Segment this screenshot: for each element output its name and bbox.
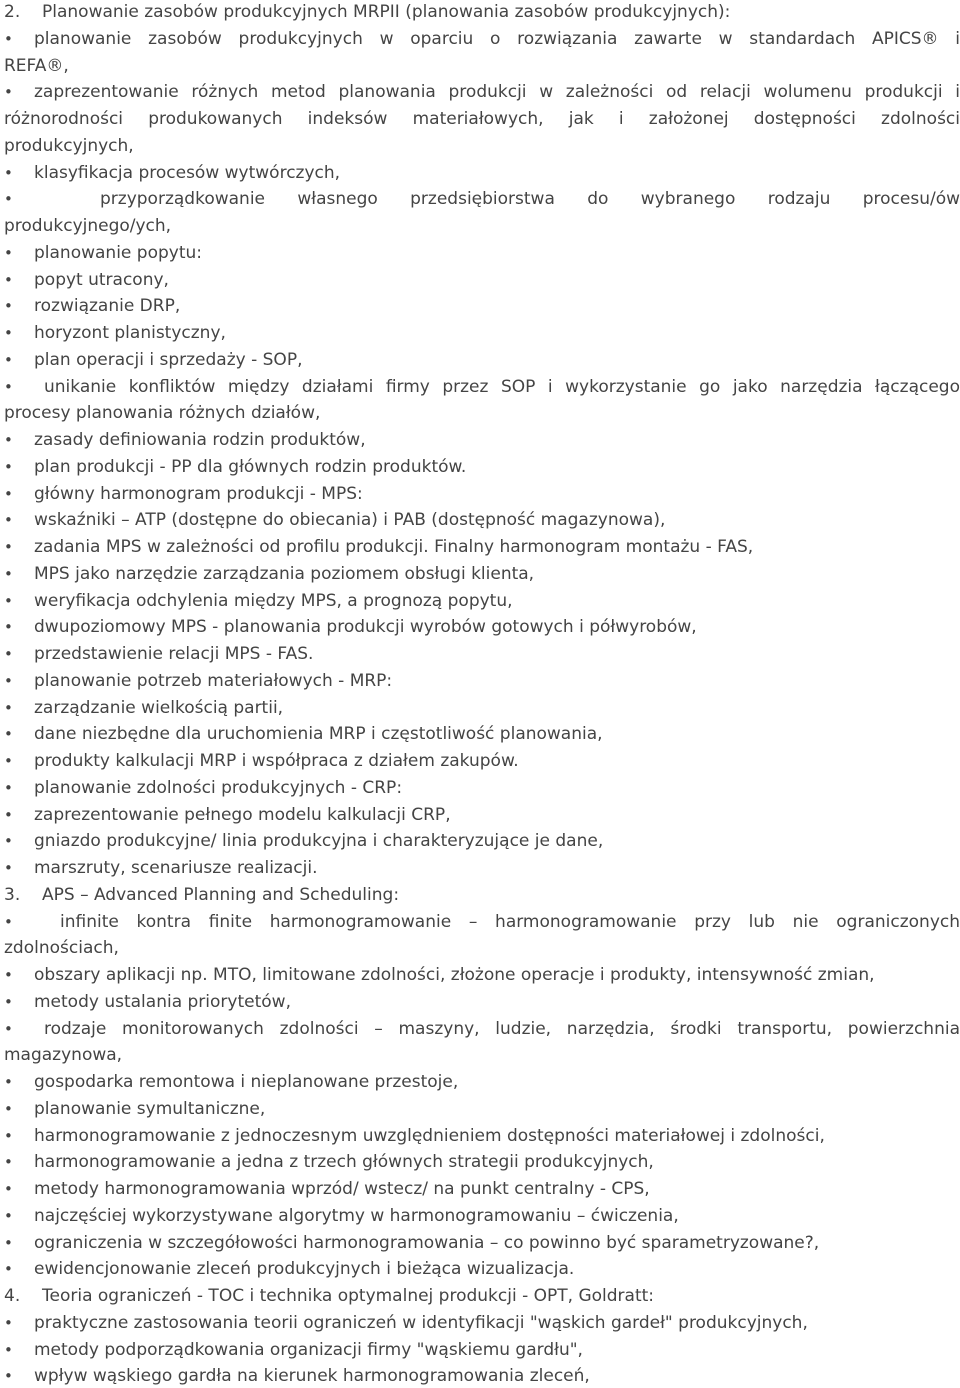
list-item-text: klasyfikacja procesów wytwórczych,	[34, 162, 341, 183]
list-item	[0, 241, 960, 265]
section-title: Teoria ograniczeń - TOC i technika optymalnej produkcji - OPT, Goldratt:	[42, 1286, 655, 1306]
list-item-text: ograniczenia w szczegółowości harmonogramowania – co powinno być sparametryzowane?,	[34, 1232, 820, 1253]
list-item-text: gniazdo produkcyjne/ linia produkcyjna i charakteryzujące je dane,	[34, 831, 604, 852]
list-item-text: różnorodności produkowanych indeksów materiałowych, jak i założonej dostępności zdolności	[4, 109, 960, 129]
bullet-icon: •	[4, 671, 13, 690]
bullet-icon: •	[4, 698, 13, 717]
bullet-icon: •	[4, 297, 13, 316]
list-item	[0, 722, 960, 746]
list-item	[0, 963, 960, 987]
bullet-icon: •	[4, 1313, 13, 1332]
list-item	[0, 1338, 960, 1362]
bullet-icon: •	[4, 618, 13, 637]
bullet-icon: •	[4, 457, 13, 476]
list-item	[0, 268, 960, 292]
bullet-icon: •	[4, 1126, 13, 1145]
list-item	[0, 1257, 960, 1281]
list-item	[0, 1231, 960, 1255]
list-item	[0, 80, 960, 104]
list-item	[0, 535, 960, 559]
list-item-text: główny harmonogram produkcji - MPS:	[34, 483, 363, 504]
bullet-icon: •	[4, 243, 13, 262]
list-item-continuation	[0, 134, 960, 158]
list-item	[0, 1311, 960, 1335]
list-item	[0, 990, 960, 1014]
list-item-continuation	[0, 107, 960, 131]
list-item-text: zarządzanie wielkością partii,	[34, 697, 284, 718]
list-item-text: REFA®,	[4, 55, 69, 76]
list-item-text: praktyczne zastosowania teorii ograniczeń w identyfikacji "wąskich gardeł" produkcyjnych,	[34, 1312, 808, 1333]
list-item-text: produkty kalkulacji MRP i współpraca z działem zakupów.	[34, 751, 519, 771]
list-item-text: zadania MPS w zależności od profilu produkcji. Finalny harmonogram montażu - FAS,	[34, 537, 754, 557]
list-item-text: weryfikacja odchylenia między MPS, a prognozą popytu,	[34, 590, 513, 611]
section-heading	[0, 0, 960, 24]
list-item-text: przedstawienie relacji MPS - FAS.	[34, 644, 314, 664]
list-item	[0, 1124, 960, 1148]
list-item-text: metody podporządkowania organizacji firmy "wąskiemu gardłu",	[34, 1339, 583, 1360]
bullet-icon: •	[4, 805, 13, 824]
bullet-icon: •	[4, 966, 13, 984]
bullet-icon: •	[4, 1073, 13, 1091]
list-item	[0, 321, 960, 345]
list-item-text: zdolnościach,	[4, 938, 119, 959]
list-item	[0, 428, 960, 452]
section-heading	[0, 1284, 960, 1308]
list-item	[0, 1150, 960, 1174]
list-item-text: dwupoziomowy MPS - planowania produkcji wyrobów gotowych i półwyrobów,	[34, 617, 697, 638]
list-item	[0, 696, 960, 720]
bullet-icon: •	[4, 1180, 13, 1198]
bullet-icon: •	[4, 725, 13, 744]
list-item	[0, 803, 960, 827]
list-item-text: planowanie symultaniczne,	[34, 1098, 266, 1119]
list-item	[0, 1097, 960, 1121]
bullet-icon: •	[4, 832, 13, 851]
list-item-text: metody harmonogramowania wprzód/ wstecz/ na punkt centralny - CPS,	[34, 1179, 650, 1199]
list-item-text: marszruty, scenariusze realizacji.	[34, 858, 318, 878]
list-item-text: infinite kontra finite harmonogramowanie – harmonogramowanie przy lub nie ograniczonych	[60, 911, 960, 932]
bullet-icon: •	[4, 350, 13, 369]
list-item	[0, 749, 960, 773]
list-item	[0, 482, 960, 506]
bullet-icon: •	[4, 645, 13, 663]
list-item	[0, 1070, 960, 1094]
list-item-text: wpływ wąskiego gardła na kierunek harmonogramowania zleceń,	[34, 1366, 590, 1387]
bullet-icon: •	[4, 591, 13, 610]
list-item-text: ewidencjonowanie zleceń produkcyjnych i bieżąca wizualizacja.	[34, 1259, 575, 1280]
bullet-icon: •	[4, 270, 13, 289]
list-item-text: zaprezentowanie różnych metod planowania produkcji w zależności od relacji wolumenu produkcji i	[34, 82, 960, 103]
list-item-continuation	[0, 936, 960, 960]
section-number: 3.	[4, 884, 21, 905]
section-number: 2.	[4, 2, 21, 22]
list-item-continuation	[0, 401, 960, 425]
bullet-icon: •	[4, 163, 13, 182]
list-item-text: zasady definiowania rodzin produktów,	[34, 430, 366, 450]
list-item	[0, 642, 960, 666]
bullet-icon: •	[4, 752, 13, 770]
list-item-text: planowanie zdolności produkcyjnych - CRP:	[34, 777, 403, 798]
bullet-icon: •	[4, 912, 13, 931]
list-item-text: procesy planowania różnych działów,	[4, 403, 321, 424]
bullet-icon: •	[4, 1019, 13, 1038]
list-item-text: plan operacji i sprzedaży - SOP,	[34, 349, 303, 370]
bullet-icon: •	[4, 377, 13, 396]
bullet-icon: •	[4, 1153, 13, 1172]
section-title: Planowanie zasobów produkcyjnych MRPII (planowania zasobów produkcyjnych):	[42, 2, 731, 22]
list-item-text: planowanie popytu:	[34, 242, 202, 263]
list-item-continuation	[0, 1043, 960, 1067]
list-item-text: horyzont planistyczny,	[34, 323, 226, 343]
list-item	[0, 856, 960, 880]
list-item-text: harmonogramowanie a jedna z trzech głównych strategii produkcyjnych,	[34, 1152, 654, 1173]
section-title: APS – Advanced Planning and Scheduling:	[42, 884, 400, 905]
list-item	[0, 562, 960, 586]
list-item-continuation	[0, 54, 960, 78]
bullet-icon: •	[4, 1260, 13, 1279]
bullet-icon: •	[4, 1099, 13, 1118]
list-item	[0, 615, 960, 639]
list-item-text: planowanie potrzeb materiałowych - MRP:	[34, 670, 393, 691]
bullet-icon: •	[4, 1206, 13, 1225]
bullet-icon: •	[4, 484, 13, 503]
bullet-icon: •	[4, 538, 13, 556]
list-item	[0, 1017, 960, 1041]
list-item	[0, 1364, 960, 1388]
list-item-text: plan produkcji - PP dla głównych rodzin produktów.	[34, 456, 467, 477]
list-item-text: obszary aplikacji np. MTO, limitowane zdolności, złożone operacje i produkty, intensywność zmian,	[34, 965, 875, 985]
list-item	[0, 161, 960, 185]
list-item-text: rozwiązanie DRP,	[34, 296, 181, 317]
list-item-text: planowanie zasobów produkcyjnych w oparciu o rozwiązania zawarte w standardach APICS® i	[34, 28, 960, 49]
list-item-continuation	[0, 214, 960, 238]
list-item	[0, 776, 960, 800]
list-item	[0, 1177, 960, 1201]
list-item	[0, 589, 960, 613]
list-item-text: wskaźniki – ATP (dostępne do obiecania) i PAB (dostępność magazynowa),	[34, 510, 666, 531]
bullet-icon: •	[4, 1233, 13, 1252]
list-item	[0, 187, 960, 211]
list-item-text: unikanie konfliktów między działami firmy przez SOP i wykorzystanie go jako narzędzia łączącego	[44, 376, 960, 397]
bullet-icon: •	[4, 29, 13, 48]
list-item	[0, 910, 960, 934]
list-item-text: MPS jako narzędzie zarządzania poziomem obsługi klienta,	[34, 563, 535, 584]
list-item	[0, 455, 960, 479]
section-heading	[0, 883, 960, 907]
bullet-icon: •	[4, 564, 13, 583]
bullet-icon: •	[4, 1367, 13, 1386]
list-item-text: magazynowa,	[4, 1045, 123, 1066]
list-item-text: produkcyjnych,	[4, 135, 134, 156]
list-item-text: zaprezentowanie pełnego modelu kalkulacji CRP,	[34, 804, 451, 825]
bullet-icon: •	[4, 190, 13, 209]
bullet-icon: •	[4, 511, 13, 530]
list-item-text: produkcyjnego/ych,	[4, 216, 172, 236]
list-item	[0, 294, 960, 318]
bullet-icon: •	[4, 83, 13, 102]
list-item-text: rodzaje monitorowanych zdolności – maszyny, ludzie, narzędzia, środki transportu, powierzchnia	[44, 1018, 960, 1039]
section-number: 4.	[4, 1286, 21, 1306]
list-item	[0, 27, 960, 51]
list-item	[0, 829, 960, 853]
bullet-icon: •	[4, 778, 13, 797]
bullet-icon: •	[4, 859, 13, 877]
list-item-text: najczęściej wykorzystywane algorytmy w harmonogramowaniu – ćwiczenia,	[34, 1205, 679, 1226]
list-item-text: popyt utracony,	[34, 269, 169, 290]
list-item	[0, 669, 960, 693]
list-item-text: gospodarka remontowa i nieplanowane przestoje,	[34, 1072, 459, 1092]
list-item	[0, 375, 960, 399]
list-item	[0, 508, 960, 532]
list-item-text: metody ustalania priorytetów,	[34, 991, 291, 1012]
list-item-text: dane niezbędne dla uruchomienia MRP i częstotliwość planowania,	[34, 724, 603, 745]
bullet-icon: •	[4, 1340, 13, 1359]
bullet-icon: •	[4, 431, 13, 449]
list-item	[0, 348, 960, 372]
list-item-text: harmonogramowanie z jednoczesnym uwzględnieniem dostępności materiałowej i zdolności,	[34, 1125, 825, 1146]
bullet-icon: •	[4, 324, 13, 342]
list-item-text: przyporządkowanie własnego przedsiębiorstwa do wybranego rodzaju procesu/ów	[100, 189, 960, 210]
bullet-icon: •	[4, 992, 13, 1011]
list-item	[0, 1204, 960, 1228]
